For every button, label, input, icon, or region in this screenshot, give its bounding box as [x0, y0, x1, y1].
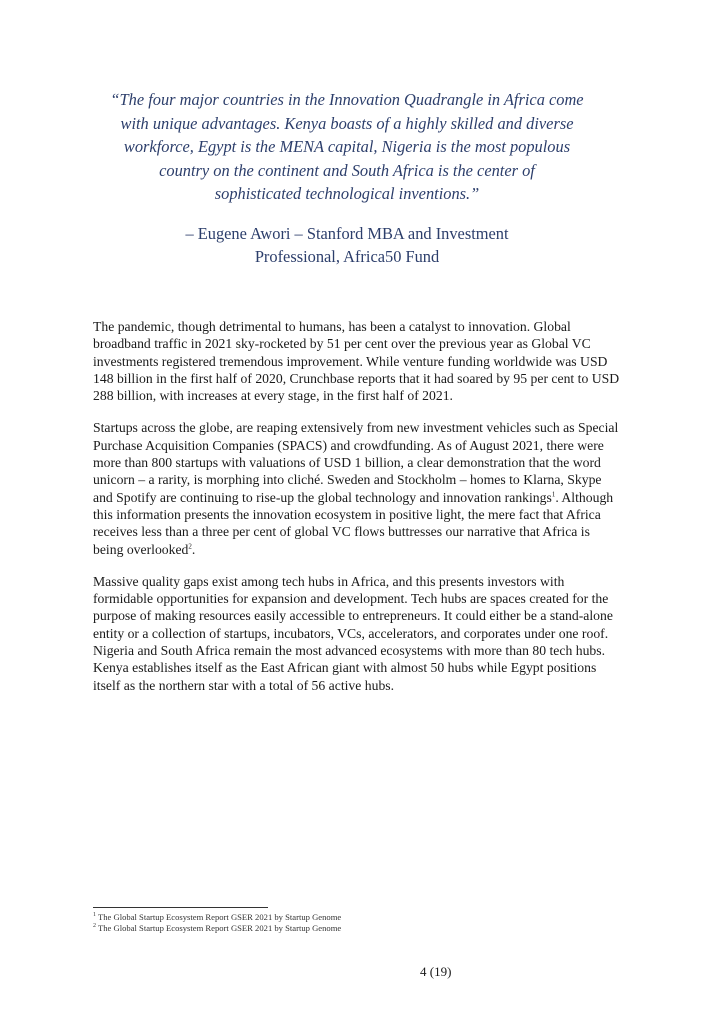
footnote-item — [93, 912, 341, 923]
quote-line: country on the continent and South Africa is the center of — [159, 160, 535, 180]
paragraph-startups — [93, 419, 623, 557]
page-number: 4 (19) — [420, 964, 452, 979]
footnote-mark: 2 — [93, 923, 96, 930]
footnote-ref-2[interactable]: 2 — [188, 542, 192, 550]
paragraph-pandemic: The pandemic, though detrimental to humans, has been a catalyst to innovation. Global broadband traffic in 2021 sky-rocketed by 51 per cent over the previous year as Global VC investments registered tremendous improvement. While venture funding worldwide was USD 148 billion in the first half of 2020, Crunchbase reports that it had soared by 95 per cent to USD 288 billion, with increases at every stage, in the first half of 2021. — [93, 319, 620, 404]
pull-quote — [82, 88, 612, 206]
footnote-item — [93, 923, 341, 934]
paragraph-text: . Although this information presents the innovation ecosystem in positive light, the mere fact that Africa receives less than a three per cent of global VC flows buttresses our narrative that Africa is being overlooked — [93, 489, 614, 557]
footnote-divider — [93, 907, 268, 908]
body-text — [93, 318, 623, 709]
quote-attribution — [82, 222, 612, 268]
quote-line: workforce, Egypt is the MENA capital, Nigeria is the most populous — [123, 137, 571, 157]
attribution-line: – Eugene Awori – Stanford MBA and Investment — [185, 224, 509, 243]
attribution-line: Professional, Africa50 Fund — [254, 247, 440, 266]
paragraph-text: Startups across the globe, are reaping extensively from new investment vehicles such as Special Purchase Acquisition Companies (SPACS) and crowdfunding. As of August 2021, there were more than 800 startups with valuations of USD 1 billion, a clear demonstration that the word unicorn – a rarity, is morphing into cliché. Sweden and Stockholm – homes to Klarna, Skype and Spotify are continuing to rise-up the global technology and innovation rankings — [93, 420, 619, 505]
footnote-ref-1[interactable]: 1 — [551, 490, 556, 499]
quote-line: “The four major countries in the Innovation Quadrangle in Africa come — [110, 90, 584, 109]
paragraph-text: . — [191, 541, 196, 557]
quote-line: with unique advantages. Kenya boasts of a highly skilled and diverse — [120, 113, 574, 133]
paragraph-tech-hubs: Massive quality gaps exist among tech hubs in Africa, and this presents investors with formidable opportunities for expansion and development. Tech hubs are spaces created for the purpose of making resources easily accessible to entrepreneurs. It could either be a stand-alone entity or a collection of startups, incubators, VCs, accelerators, and corporates under one roof. Nigeria and South Africa remain the most advanced ecosystems with more than 80 tech hubs. Kenya establishes itself as the East African giant with almost 50 hubs while Egypt positions itself as the northern star with a total of 56 active hubs. — [93, 573, 613, 693]
quote-line: sophisticated technological inventions.” — [214, 184, 480, 204]
footnotes — [93, 912, 341, 934]
footnote-text: The Global Startup Ecosystem Report GSER 2021 by Startup Genome — [98, 912, 342, 922]
footnote-text: The Global Startup Ecosystem Report GSER 2021 by Startup Genome — [98, 923, 342, 933]
footnote-mark: 1 — [93, 912, 96, 919]
